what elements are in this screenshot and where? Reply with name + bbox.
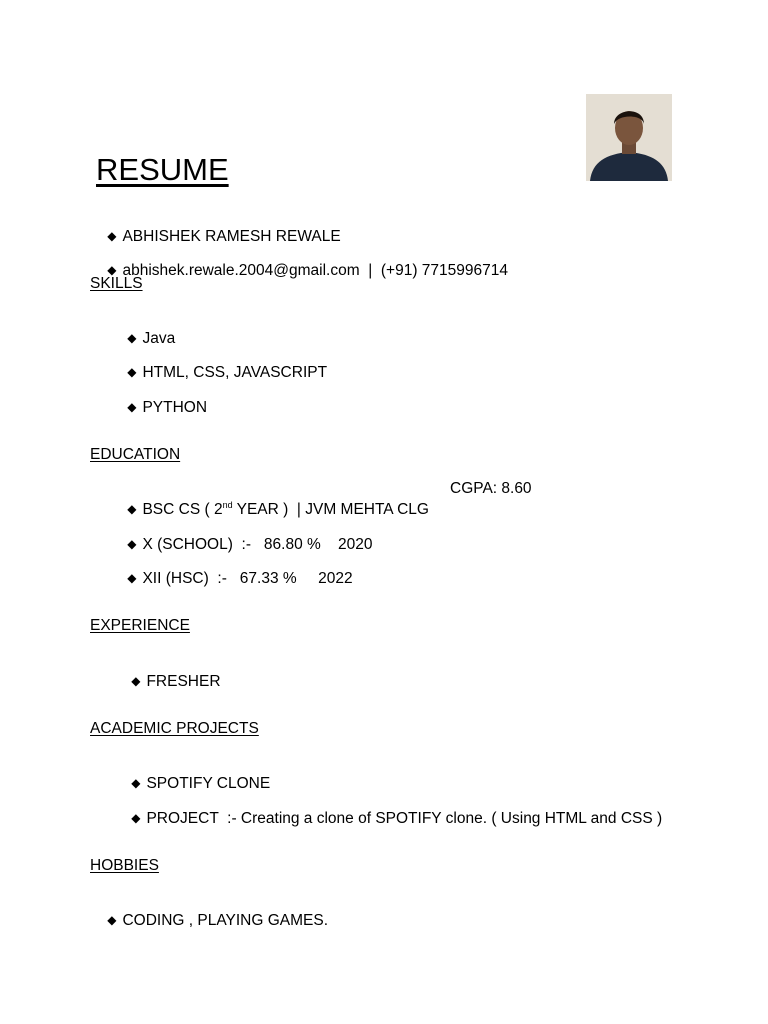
experience-item — [114, 651, 221, 712]
degree-prefix: BSC CS ( 2 — [142, 501, 223, 518]
skill-label: Java — [142, 330, 176, 347]
candidate-name: ABHISHEK RAMESH REWALE — [122, 228, 341, 245]
skill-label: PYTHON — [142, 399, 208, 416]
education-hsc — [110, 548, 353, 609]
experience-heading: EXPERIENCE — [90, 617, 190, 634]
diamond-bullet-icon: ◆ — [107, 229, 117, 243]
education-cgpa: CGPA: 8.60 — [450, 480, 532, 497]
diamond-bullet-icon: ◆ — [131, 674, 141, 688]
projects-heading: ACADEMIC PROJECTS — [90, 720, 259, 737]
contact-line — [90, 240, 508, 301]
diamond-bullet-icon: ◆ — [127, 571, 137, 585]
contact-info: abhishek.rewale.2004@gmail.com | (+91) 7715996714 — [122, 262, 509, 279]
diamond-bullet-icon: ◆ — [127, 365, 137, 379]
diamond-bullet-icon: ◆ — [127, 400, 137, 414]
diamond-bullet-icon: ◆ — [131, 776, 141, 790]
diamond-bullet-icon: ◆ — [127, 537, 137, 551]
skill-label: HTML, CSS, JAVASCRIPT — [142, 364, 328, 381]
degree-suffix: YEAR ) | JVM MEHTA CLG — [232, 501, 429, 518]
skills-heading: SKILLS — [90, 275, 143, 292]
diamond-bullet-icon: ◆ — [107, 263, 117, 277]
skill-item — [110, 377, 207, 438]
hsc-result: XII (HSC) :- 67.33 % 2022 — [142, 570, 353, 587]
resume-title: RESUME — [96, 152, 229, 187]
school-result: X (SCHOOL) :- 86.80 % 2020 — [142, 536, 373, 553]
degree-superscript: nd — [222, 500, 233, 510]
hobbies-heading: HOBBIES — [90, 857, 159, 874]
profile-photo — [586, 94, 672, 181]
experience-label: FRESHER — [146, 673, 221, 690]
project-label: SPOTIFY CLONE — [146, 775, 271, 792]
diamond-bullet-icon: ◆ — [131, 811, 141, 825]
hobby-item — [90, 890, 328, 951]
hobby-label: CODING , PLAYING GAMES. — [122, 912, 329, 929]
education-heading: EDUCATION — [90, 446, 181, 463]
project-item — [114, 788, 662, 849]
diamond-bullet-icon: ◆ — [107, 913, 117, 927]
project-description: PROJECT :- Creating a clone of SPOTIFY clone. ( Using HTML and CSS ) — [146, 810, 663, 827]
diamond-bullet-icon: ◆ — [127, 502, 137, 516]
diamond-bullet-icon: ◆ — [127, 331, 137, 345]
